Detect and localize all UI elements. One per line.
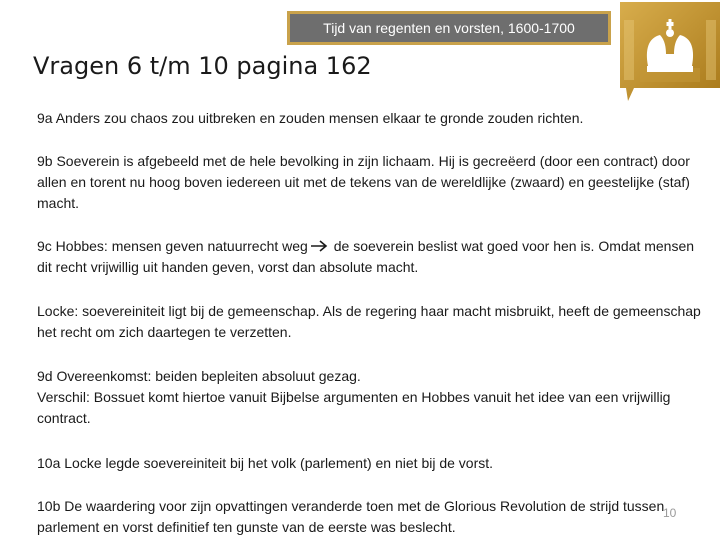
page-number: 10 [663, 506, 677, 520]
answer-9d [37, 366, 703, 429]
era-badge [287, 11, 611, 45]
answer-9d-line1: 9d Overeenkomst: beiden bepleiten absoluut gezag. [37, 368, 361, 384]
answer-9c-part1: 9c Hobbes: mensen geven natuurrecht weg [37, 238, 308, 254]
slide-title: Vragen 6 t/m 10 pagina 162 [33, 52, 372, 80]
answer-9a: 9a Anders zou chaos zou uitbreken en zouden mensen elkaar te gronde zouden richten. [37, 110, 584, 126]
era-label: Tijd van regenten en vorsten, 1600-1700 [323, 20, 575, 36]
answer-9c [37, 236, 703, 278]
arrow-right-icon [310, 240, 328, 252]
answer-9b: 9b Soeverein is afgebeeld met de hele bevolking in zijn lichaam. Hij is gecreëerd (door een contract) door allen en torent nu hoog boven iedereen uit met de tekens van de wereldlijke (zwaard) en geestelijke (staf) macht. [37, 153, 690, 211]
answer-9c-part2: de soeverein beslist wat goed voor hen is. Omdat mensen dit recht vrijwillig uit handen geven, vorst dan absolute macht. [37, 238, 695, 275]
answer-9d-line2: Verschil: Bossuet komt hiertoe vanuit Bijbelse argumenten en Hobbes vanuit het idee van een vrijwillig contract. [37, 389, 671, 426]
answer-10b: 10b De waardering voor zijn opvattingen veranderde toen met de Glorious Revolution de strijd tussen parlement en vorst definitief ten gunste van de eerste was beslecht. [37, 498, 665, 535]
answer-locke: Locke: soevereiniteit ligt bij de gemeenschap. Als de regering haar macht misbruikt, heeft de gemeenschap het recht om zich daartegen te verzetten. [37, 303, 701, 340]
answer-10a: 10a Locke legde soevereiniteit bij het volk (parlement) en niet bij de vorst. [37, 455, 494, 471]
crown-icon [620, 2, 720, 102]
